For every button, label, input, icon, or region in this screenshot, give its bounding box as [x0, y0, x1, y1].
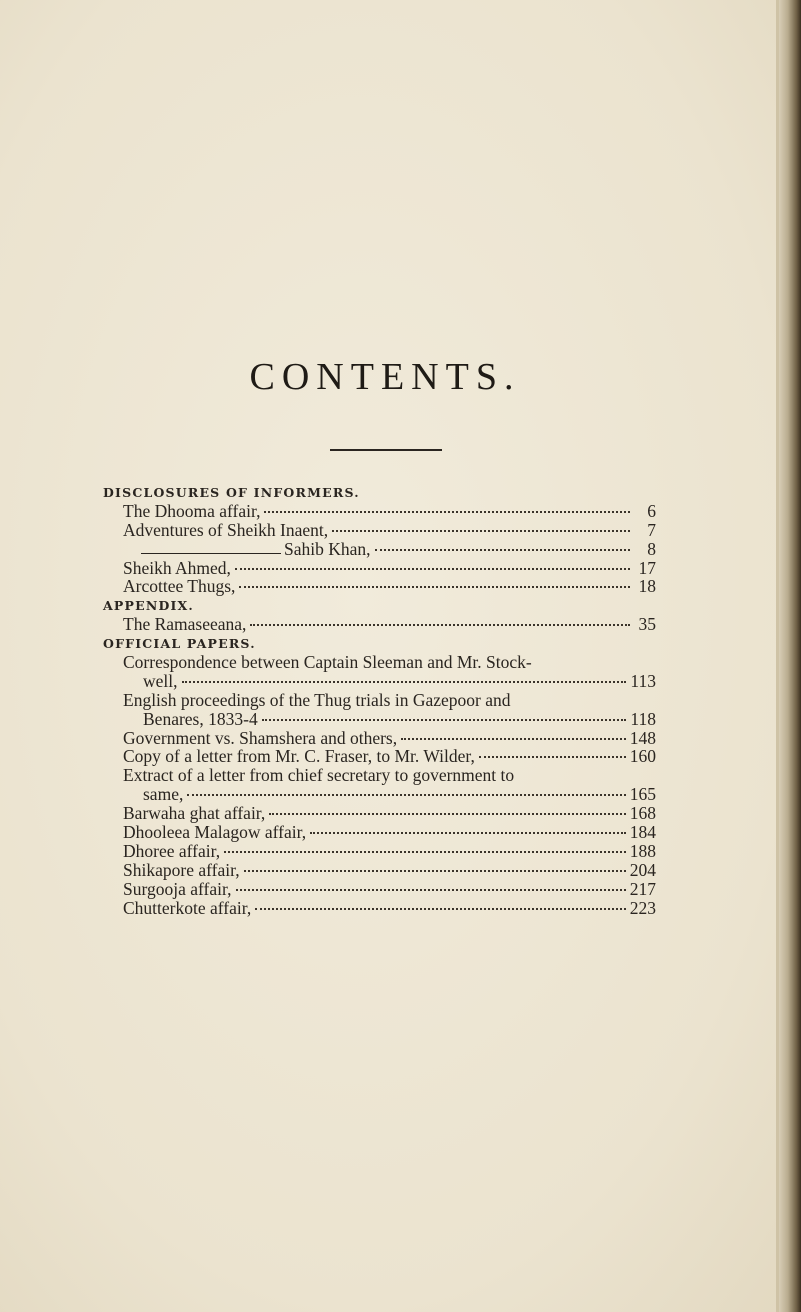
entry-label: The Ramaseeana,	[123, 615, 247, 635]
page-number: 188	[629, 841, 656, 861]
page-number: 17	[638, 558, 656, 578]
leader-dots	[255, 908, 626, 910]
leader-dots	[375, 549, 630, 551]
entry-label: Dhoree affair,	[123, 841, 221, 861]
leader-dots	[182, 681, 627, 683]
toc-entry[interactable]	[103, 880, 656, 899]
toc-entry[interactable]	[103, 747, 656, 766]
entry-label: Copy of a letter from Mr. C. Fraser, to Mr. Wilder,	[123, 747, 475, 767]
toc-entry[interactable]	[103, 540, 656, 559]
leader-dots	[235, 568, 630, 570]
toc-entry[interactable]	[103, 861, 656, 880]
entry-label: Arcottee Thugs,	[123, 577, 236, 597]
toc-entry[interactable]	[103, 804, 656, 823]
page-number: 113	[630, 671, 656, 691]
entry-label: same,	[143, 785, 184, 805]
toc-entry[interactable]	[103, 823, 656, 842]
page-title: CONTENTS.	[249, 356, 521, 398]
page-number: 160	[629, 747, 656, 767]
toc-entry[interactable]	[103, 785, 656, 804]
section-heading-appendix: APPENDIX.	[103, 598, 194, 614]
entry-label: Adventures of Sheikh Inaent,	[123, 520, 329, 540]
entry-label: Dhooleea Malagow affair,	[123, 823, 307, 842]
page-number: 8	[647, 539, 656, 559]
leader-dots	[479, 756, 626, 758]
table-of-contents	[103, 483, 656, 917]
page-number: 7	[647, 520, 656, 540]
page-number: 6	[647, 501, 656, 521]
page-number: 118	[630, 709, 656, 729]
entry-label: Surgooja affair,	[123, 879, 232, 899]
entry-label: Sheikh Ahmed,	[123, 558, 231, 578]
toc-entry[interactable]	[103, 577, 656, 596]
toc-entry[interactable]	[103, 899, 656, 918]
entry-label: well,	[143, 671, 178, 691]
page-number: 168	[629, 804, 656, 824]
page-number: 223	[629, 898, 656, 918]
leader-dots	[264, 511, 630, 513]
page-number: 35	[638, 615, 656, 635]
toc-entry[interactable]	[103, 521, 656, 540]
leader-dots	[332, 530, 630, 532]
section-heading-disclosures: DISCLOSURES OF INFORMERS.	[103, 485, 360, 500]
leader-dots	[244, 870, 626, 872]
leader-dots	[239, 586, 630, 588]
page-number: 184	[629, 823, 656, 842]
entry-first-line: Correspondence between Captain Sleeman and Mr. Stock-	[123, 652, 532, 673]
page-number: 217	[629, 879, 656, 899]
leader-dots	[401, 738, 626, 740]
entry-label: Sahib Khan,	[284, 539, 371, 559]
leader-dots	[236, 889, 626, 891]
page-number: 148	[629, 728, 656, 748]
title-rule	[330, 449, 442, 451]
page-number: 204	[629, 860, 656, 880]
entry-label: Government vs. Shamshera and others,	[123, 728, 398, 748]
entry-label: Benares, 1833-4	[143, 709, 258, 729]
toc-entry[interactable]	[103, 559, 656, 578]
toc-entry[interactable]	[103, 729, 656, 748]
leader-dots	[269, 813, 625, 815]
entry-first-line: Extract of a letter from chief secretary to government to	[123, 765, 515, 786]
entry-label: Barwaha ghat affair,	[123, 804, 266, 824]
toc-entry[interactable]	[103, 672, 656, 691]
toc-entry[interactable]	[103, 615, 656, 634]
page-number: 18	[638, 577, 656, 597]
leader-dots	[262, 719, 627, 721]
entry-first-line: English proceedings of the Thug trials in Gazepoor and	[123, 689, 511, 710]
toc-entry[interactable]	[103, 502, 656, 521]
leader-dots	[310, 832, 626, 834]
book-spine	[779, 0, 801, 1312]
leader-dots	[224, 851, 626, 853]
leader-dots	[250, 624, 630, 626]
ditto-dash	[141, 553, 281, 554]
toc-entry[interactable]	[103, 842, 656, 861]
toc-entry[interactable]	[103, 710, 656, 729]
entry-label: The Dhooma affair,	[123, 501, 261, 521]
leader-dots	[187, 794, 625, 796]
section-heading-official-papers: OFFICIAL PAPERS.	[103, 636, 256, 652]
page-number: 165	[629, 785, 656, 805]
entry-label: Chutterkote affair,	[123, 898, 252, 918]
entry-label: Shikapore affair,	[123, 860, 240, 880]
